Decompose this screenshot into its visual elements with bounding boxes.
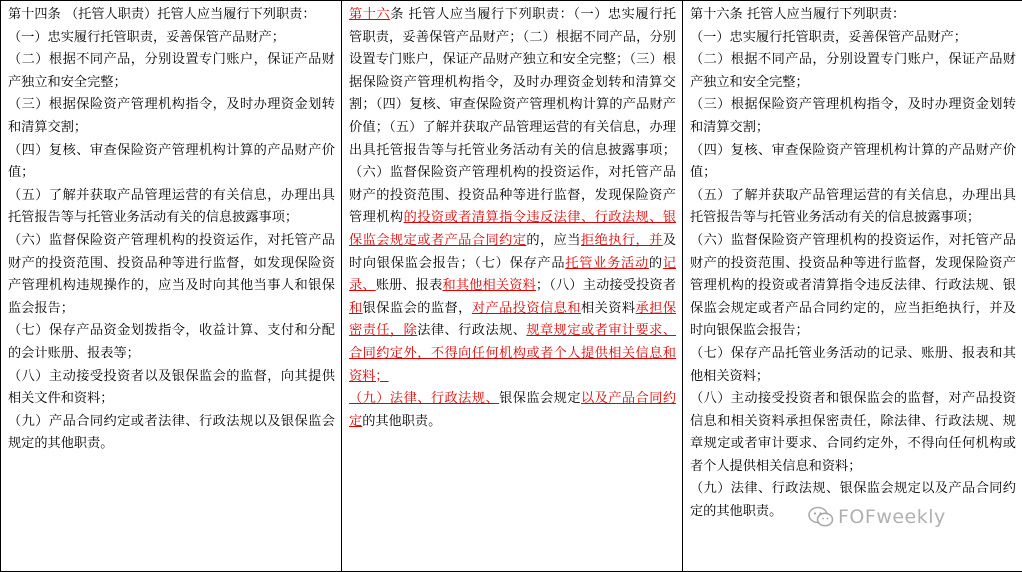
paragraph [690,27,1016,50]
text-run: ；（八）主动接受投资者 [535,278,677,294]
highlighted-change: 和 [349,300,363,316]
text-run: （八）主动接受投资者和银保监会的监督，对产品投资信息和相关资料承担保密责任，除法律、行政法规、规章规定或者审计要求、合同约定外，不得向任何机构或者个人提供相关信息和资料； [690,391,1016,474]
text-run: 银保监会规定 [499,391,581,407]
text-run: （三）根据保险资产管理机构指令，及时办理资金划转和清算交割； [8,97,335,135]
paragraph [690,4,1016,27]
highlighted-change: 对产品投资信息和 [471,300,581,316]
paragraph [8,320,335,365]
text-run: （九）法律、行政法规、银保监会规定以及产品合同约定的其他职责。 [690,481,1016,520]
paragraph [8,4,335,27]
highlighted-change: 的投资或者清算指令违反法律、行政法规、银保监会规定或者产品合同约定 [349,210,677,248]
paragraph [690,185,1016,230]
highlighted-change: 记录、 [349,255,677,294]
highlighted-change: 拒绝执行，并 [580,232,663,248]
text-run: 的 [648,255,663,271]
paragraph [8,94,335,139]
paragraph [349,4,676,388]
watermark-text: FOFweekly [838,506,946,528]
paragraph [8,140,335,185]
highlighted-change: 和其他相关资料 [442,278,536,294]
text-run: （一）忠实履行托管职责，妥善保管产品财产； [8,29,285,45]
highlighted-change: 承担保密责任，除 [349,300,677,339]
text-run: （六）监督保险资产管理机构的投资运作，对托管产品财产的投资范围、投资品种等进行监督，发现保险资产管理机构的投资或者清算指令违反法律、行政法规、银保监会规定或者产品合同约定的，应当拒绝执行，并及时向银保监会报告； [690,232,1016,339]
text-run: （七）保存产品资金划拨指令，收益计算、支付和分配的会计账册、报表等； [8,323,335,361]
text-run: 的其他职责。 [362,413,442,429]
watermark [808,506,946,528]
wechat-icon [808,506,834,528]
column-revision-marked [342,1,683,572]
text-run: 法律、行政法规、 [417,323,527,339]
column-original [1,1,342,572]
highlighted-change: 以及产品合同约定 [349,391,677,429]
text-run: （九）产品合同约定或者法律、行政法规以及银保监会规定的其他职责。 [8,413,335,452]
text-run: 的，应当 [526,232,581,248]
paragraph [690,230,1016,343]
paragraph [690,388,1016,478]
text-run: （五）了解并获取产品管理运营的有关信息，办理出具托管报告等与托管业务活动有关的信息披露事项； [8,187,335,226]
paragraph [8,185,335,230]
highlighted-change: 规章规定或者审计要求、合同约定外，不得向任何机构或者个人提供相关信息和资料； [349,323,677,384]
text-run: （二）根据不同产品，分别设置专门账户，保证产品财产独立和安全完整； [690,52,1016,90]
paragraph [690,140,1016,185]
text-run: （一）忠实履行托管职责，妥善保管产品财产； [690,29,967,45]
text-run: （七）保存产品托管业务活动的记录、账册、报表和其他相关资料； [690,345,1016,384]
paragraph [690,49,1016,94]
text-run: （四）复核、审查保险资产管理机构计算的产品财产价值； [690,142,1016,181]
text-run: 相关资料 [580,300,636,316]
text-run: 条 托管人应当履行下列职责：（一）忠实履行托管职责，妥善保管产品财产；（二）根据不同产品，分别设置专门账户，保证产品财产独立和安全完整；（三）根据保险资产管理机构指令，及时办理资金划转和清算交割；（四）复核、审查保险资产管理机构计算的产品财产价值；（五）了解并获取产品管理运营的有关信息，办理出具托管报告等与托管业务活动有关的信息披露事项；（六）监督保险资产管理机构的投资运作，对托管产品财产的投资范围、投资品种等进行监督，发现保险资产管理机构 [349,7,677,226]
text-run: （四）复核、审查保险资产管理机构计算的产品财产价值； [8,142,335,181]
paragraph [8,411,335,456]
text-run: （三）根据保险资产管理机构指令，及时办理资金划转和清算交割； [690,97,1016,135]
text-run: 账册、报表 [375,278,443,294]
text-run: 第十四条 （托管人职责）托管人应当履行下列职责： [8,7,316,22]
paragraph [8,230,335,320]
paragraph [690,343,1016,388]
text-run: （八）主动接受投资者以及银保监会的监督，向其提供相关文件和资料； [8,368,335,407]
highlighted-change: 第十六 [349,7,391,22]
text-run: （六）监督保险资产管理机构的投资运作，对托管产品财产的投资范围、投资品种等进行监督，如发现保险资产管理机构违规操作的，应当及时向其他当事人和银保监会报告； [8,232,335,316]
paragraph [8,27,335,50]
text-run: 第十六条 托管人应当履行下列职责： [690,7,906,22]
column-revised-clean [683,1,1022,572]
paragraph [349,388,676,433]
highlighted-change: （九）法律、行政法规、 [349,391,500,407]
paragraph [690,94,1016,139]
paragraph [8,49,335,94]
highlighted-change: 托管业务活动 [565,255,649,271]
text-run: 及时向银保监会报告；（七）保存产品 [349,232,677,271]
table-row [1,1,1022,572]
text-run: （二）根据不同产品，分别设置专门账户，保证产品财产独立和安全完整； [8,52,335,90]
paragraph [8,366,335,411]
text-run: 银保监会的监督， [362,300,472,316]
text-run: （五）了解并获取产品管理运营的有关信息，办理出具托管报告等与托管业务活动有关的信息披露事项； [690,187,1016,226]
